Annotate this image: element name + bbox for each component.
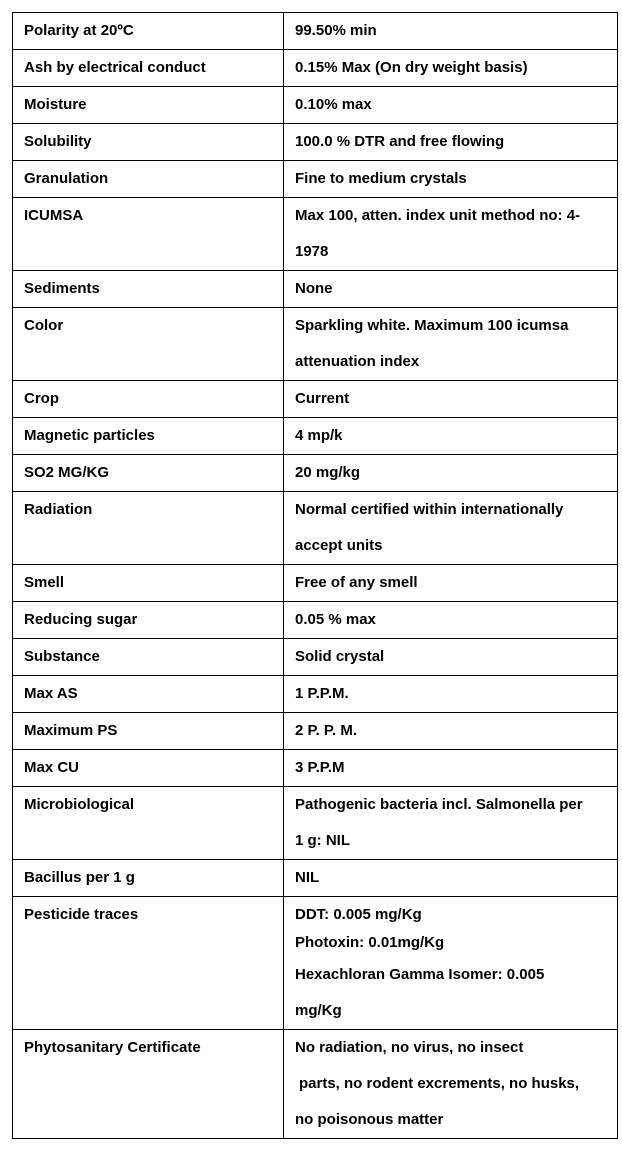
value-line: 0.15% Max (On dry weight basis) [295,59,528,76]
value-cell [284,565,618,602]
table-row [13,455,618,492]
value-line: Pathogenic bacteria incl. Salmonella per [295,796,583,813]
table-row [13,897,618,1030]
table-row [13,602,618,639]
value-line: Hexachloran Gamma Isomer: 0.005 [295,966,545,983]
value-line: 1978 [295,243,329,260]
value-line: parts, no rodent excrements, no husks, [299,1075,580,1092]
table-row [13,308,618,381]
value-line: 4 mp/k [295,427,343,444]
value-cell [284,381,618,418]
value-line: 0.05 % max [295,611,376,628]
value-line: NIL [295,869,320,886]
value-line: accept units [295,537,383,554]
value-cell [284,50,618,87]
table-row [13,124,618,161]
property-cell: SO2 MG/KG [13,455,284,492]
table-row [13,750,618,787]
value-line: Max 100, atten. index unit method no: 4- [295,207,581,224]
property-cell: Radiation [13,492,284,565]
table-row [13,787,618,860]
value-cell [284,492,618,565]
value-cell [284,602,618,639]
value-cell [284,308,618,381]
table-row [13,13,618,50]
property-cell: Solubility [13,124,284,161]
table-row [13,50,618,87]
property-cell: Color [13,308,284,381]
property-cell: Polarity at 20ºC [13,13,284,50]
property-cell: ICUMSA [13,198,284,271]
specification-table [12,12,618,1139]
property-cell: Moisture [13,87,284,124]
property-cell: Sediments [13,271,284,308]
property-cell: Bacillus per 1 g [13,860,284,897]
property-cell: Ash by electrical conduct [13,50,284,87]
property-cell: Reducing sugar [13,602,284,639]
table-row [13,713,618,750]
property-cell: Pesticide traces [13,897,284,1030]
table-row [13,381,618,418]
property-cell: Substance [13,639,284,676]
value-line: 99.50% min [295,22,377,39]
value-line: 20 mg/kg [295,464,361,481]
value-cell [284,87,618,124]
value-line: Photoxin: 0.01mg/Kg [295,934,445,951]
value-cell [284,13,618,50]
value-line: Normal certified within internationally [295,501,564,518]
value-line: 0.10% max [295,96,372,113]
value-cell [284,161,618,198]
property-cell: Magnetic particles [13,418,284,455]
value-cell [284,860,618,897]
value-cell [284,676,618,713]
table-row [13,87,618,124]
property-cell: Max AS [13,676,284,713]
table-row [13,860,618,897]
property-cell: Max CU [13,750,284,787]
value-cell [284,713,618,750]
property-cell: Phytosanitary Certificate [13,1030,284,1139]
value-line: Sparkling white. Maximum 100 icumsa [295,317,569,334]
value-cell [284,750,618,787]
table-row [13,676,618,713]
table-row [13,161,618,198]
table-row [13,565,618,602]
value-line: Free of any smell [295,574,418,591]
value-cell [284,455,618,492]
value-line: DDT: 0.005 mg/Kg [295,906,422,923]
value-line: Fine to medium crystals [295,170,467,187]
value-line: None [295,280,333,297]
value-cell [284,124,618,161]
table-row [13,492,618,565]
property-cell: Crop [13,381,284,418]
value-cell [284,897,618,1030]
property-cell: Smell [13,565,284,602]
property-cell: Microbiological [13,787,284,860]
value-line: Current [295,390,350,407]
table-row [13,198,618,271]
value-line: 100.0 % DTR and free flowing [295,133,505,150]
value-cell [284,639,618,676]
value-line: No radiation, no virus, no insect [295,1039,524,1056]
value-line: 3 P.P.M [295,759,345,776]
table-row [13,639,618,676]
table-row [13,271,618,308]
value-cell [284,787,618,860]
value-line: 1 P.P.M. [295,685,349,702]
value-line: attenuation index [295,353,420,370]
value-cell [284,271,618,308]
table-row [13,1030,618,1139]
value-cell [284,198,618,271]
value-line: 2 P. P. M. [295,722,357,739]
value-line: no poisonous matter [295,1111,444,1128]
value-line: mg/Kg [295,1002,342,1019]
value-line: Solid crystal [295,648,385,665]
value-cell [284,1030,618,1139]
value-cell [284,418,618,455]
table-row [13,418,618,455]
property-cell: Maximum PS [13,713,284,750]
value-line: 1 g: NIL [295,832,350,849]
property-cell: Granulation [13,161,284,198]
